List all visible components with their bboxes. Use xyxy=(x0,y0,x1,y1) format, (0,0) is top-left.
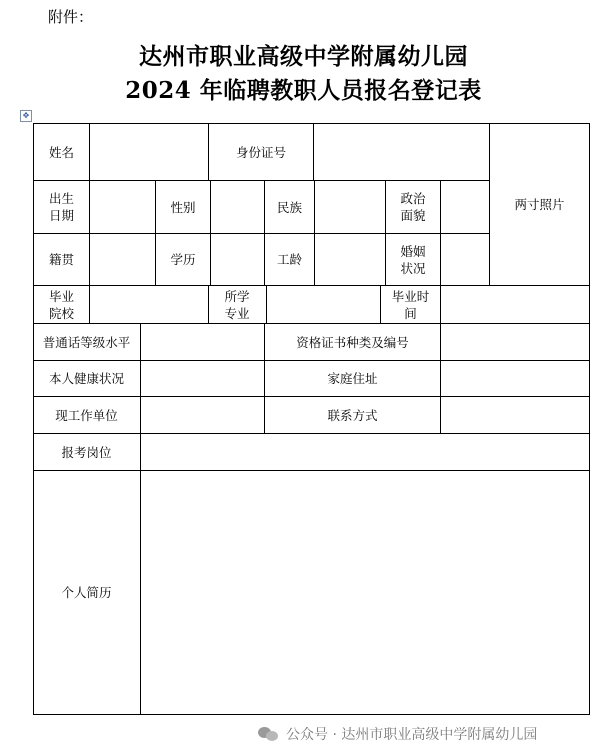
photo-box[interactable]: 两寸照片 xyxy=(514,197,565,212)
watermark-text: 公众号 · 达州市职业高级中学附属幼儿园 xyxy=(286,727,538,743)
label-political-status: 政治 面貌 xyxy=(400,191,426,223)
table-border-bottom xyxy=(33,714,590,715)
input-contact[interactable] xyxy=(441,396,589,434)
label-health: 本人健康状况 xyxy=(48,371,124,386)
input-work-years[interactable] xyxy=(315,233,385,286)
label-resume: 个人简历 xyxy=(61,584,112,600)
input-mandarin-level[interactable] xyxy=(141,323,264,361)
input-graduate-school[interactable] xyxy=(90,285,208,324)
form-title-line-2: 2024 年临聘教职人员报名登记表 xyxy=(125,77,482,104)
input-home-address[interactable] xyxy=(441,360,589,397)
input-major[interactable] xyxy=(267,285,380,324)
label-position: 报考岗位 xyxy=(61,444,112,460)
input-resume[interactable] xyxy=(141,470,589,714)
form-title-line-1: 达州市职业高级中学附属幼儿园 xyxy=(139,43,468,70)
label-name: 姓名 xyxy=(48,144,74,160)
input-position[interactable] xyxy=(141,433,589,471)
label-marital-status: 婚姻 状况 xyxy=(400,243,426,276)
input-current-employer[interactable] xyxy=(141,396,264,434)
label-graduation-time: 毕业时 间 xyxy=(391,288,430,321)
label-education: 学历 xyxy=(170,252,196,267)
label-certificate: 资格证书种类及编号 xyxy=(296,334,409,350)
input-certificate[interactable] xyxy=(441,323,589,361)
label-native-place: 籍贯 xyxy=(48,252,74,267)
label-birth-date: 出生 日期 xyxy=(48,191,74,223)
input-political-status[interactable] xyxy=(441,180,490,234)
wechat-watermark xyxy=(258,724,537,744)
input-marital-status[interactable] xyxy=(441,233,490,286)
input-name[interactable] xyxy=(90,123,208,181)
input-graduation-time[interactable] xyxy=(441,285,589,324)
table-border-right xyxy=(589,123,590,715)
label-home-address: 家庭住址 xyxy=(327,371,378,386)
wechat-logo-icon xyxy=(258,726,280,742)
label-major: 所学 专业 xyxy=(224,288,250,321)
input-id-number[interactable] xyxy=(314,123,490,181)
label-graduate-school: 毕业 院校 xyxy=(48,288,74,321)
input-ethnicity[interactable] xyxy=(315,180,385,234)
label-ethnicity: 民族 xyxy=(276,199,302,215)
label-mandarin-level: 普通话等级水平 xyxy=(42,334,131,350)
label-gender: 性别 xyxy=(170,199,196,215)
label-contact: 联系方式 xyxy=(327,407,378,423)
input-gender[interactable] xyxy=(211,180,264,234)
attachment-label: 附件： xyxy=(48,8,94,26)
label-id-number: 身份证号 xyxy=(235,144,286,160)
label-work-years: 工龄 xyxy=(276,252,302,267)
input-education[interactable] xyxy=(211,233,264,286)
input-birth-date[interactable] xyxy=(90,180,155,234)
input-health[interactable] xyxy=(141,360,264,397)
table-move-handle-icon[interactable]: ✥ xyxy=(20,110,32,122)
input-native-place[interactable] xyxy=(90,233,155,286)
label-current-employer: 现工作单位 xyxy=(55,407,118,423)
